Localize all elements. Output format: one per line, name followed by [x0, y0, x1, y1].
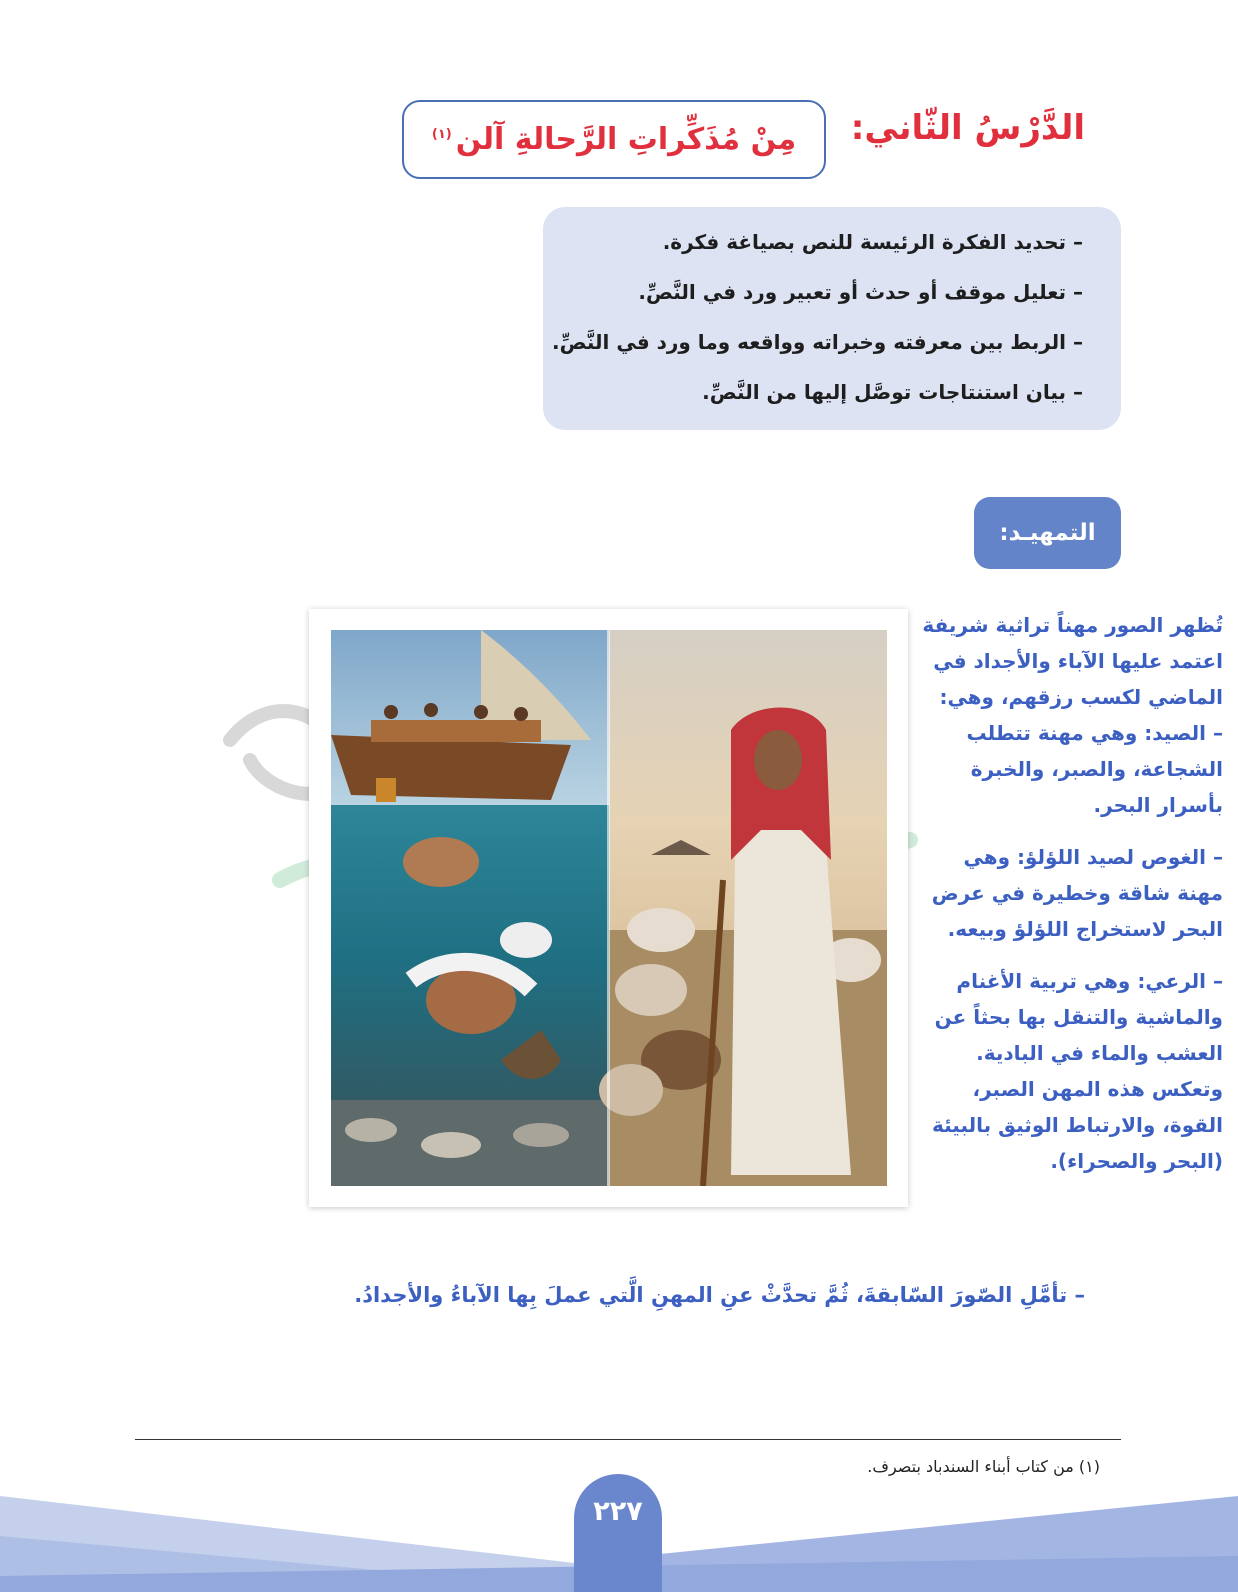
intro-line: مهنة شاقة وخطيرة في عرض — [931, 881, 1223, 905]
intro-line: اعتمد عليها الآباء والأجداد في — [933, 649, 1223, 673]
intro-line: (البحر والصحراء). — [1050, 1149, 1223, 1173]
objectives-box — [543, 207, 1121, 430]
photo-collage-inner — [331, 630, 887, 1186]
heritage-photos — [331, 630, 887, 1186]
lesson-title — [432, 122, 796, 157]
photo-collage — [309, 609, 908, 1207]
discussion-prompt: – تأمَّلِ الصّورَ السّابقةَ، ثُمَّ تحدَّثْ عنِ المهنِ الَّتي عملَ بِها الآباءُ والأجدادُ. — [354, 1283, 1085, 1307]
intro-line: – الغوص لصيد اللؤلؤ: وهي — [963, 845, 1223, 869]
intro-line: والماشية والتنقل بها بحثاً عن — [934, 1005, 1223, 1029]
objective-item: – تعليل موقف أو حدث أو تعبير ورد في النَّصِّ. — [638, 280, 1083, 304]
intro-line: البحر لاستخراج اللؤلؤ وبيعه. — [947, 917, 1223, 941]
page-number: ٢٢٧ — [574, 1474, 662, 1592]
title-footnote-mark: (١) — [431, 127, 452, 142]
lesson-title-text: مِنْ مُذَكِّراتِ الرَّحالةِ آلن — [455, 122, 797, 157]
intro-line: العشب والماء في البادية. — [976, 1041, 1223, 1065]
paragraph-gap — [913, 823, 1223, 839]
intro-line: القوة، والارتباط الوثيق بالبيئة — [932, 1113, 1223, 1137]
intro-line: – الرعي: وهي تربية الأغنام — [956, 969, 1223, 993]
objective-item: – الربط بين معرفته وخبراته وواقعه وما ورد في النَّصِّ. — [551, 330, 1083, 354]
intro-line: وتعكس هذه المهن الصبر، — [972, 1077, 1223, 1101]
intro-line: الماضي لكسب رزقهم، وهي: — [939, 685, 1223, 709]
intro-line: تُظهر الصور مهناً تراثية شريفة — [922, 613, 1223, 637]
footnote-text: (١) من كتاب أبناء السندباد بتصرف. — [867, 1457, 1100, 1476]
intro-badge: التمهيـد: — [974, 497, 1121, 569]
objective-item: – بيان استنتاجات توصَّل إليها من النَّصِّ. — [702, 380, 1083, 404]
intro-line: الشجاعة، والصبر، والخبرة — [970, 757, 1223, 781]
lesson-label: الدَّرْسُ الثّاني: — [850, 108, 1085, 148]
paragraph-gap — [913, 947, 1223, 963]
objective-item: – تحديد الفكرة الرئيسة للنص بصياغة فكرة. — [662, 230, 1083, 254]
intro-line: بأسرار البحر. — [1093, 793, 1223, 817]
intro-paragraph — [913, 607, 1223, 1179]
lesson-title-box — [402, 100, 826, 179]
intro-line: – الصيد: وهي مهنة تتطلب — [966, 721, 1223, 745]
footnote-divider — [135, 1439, 1121, 1440]
